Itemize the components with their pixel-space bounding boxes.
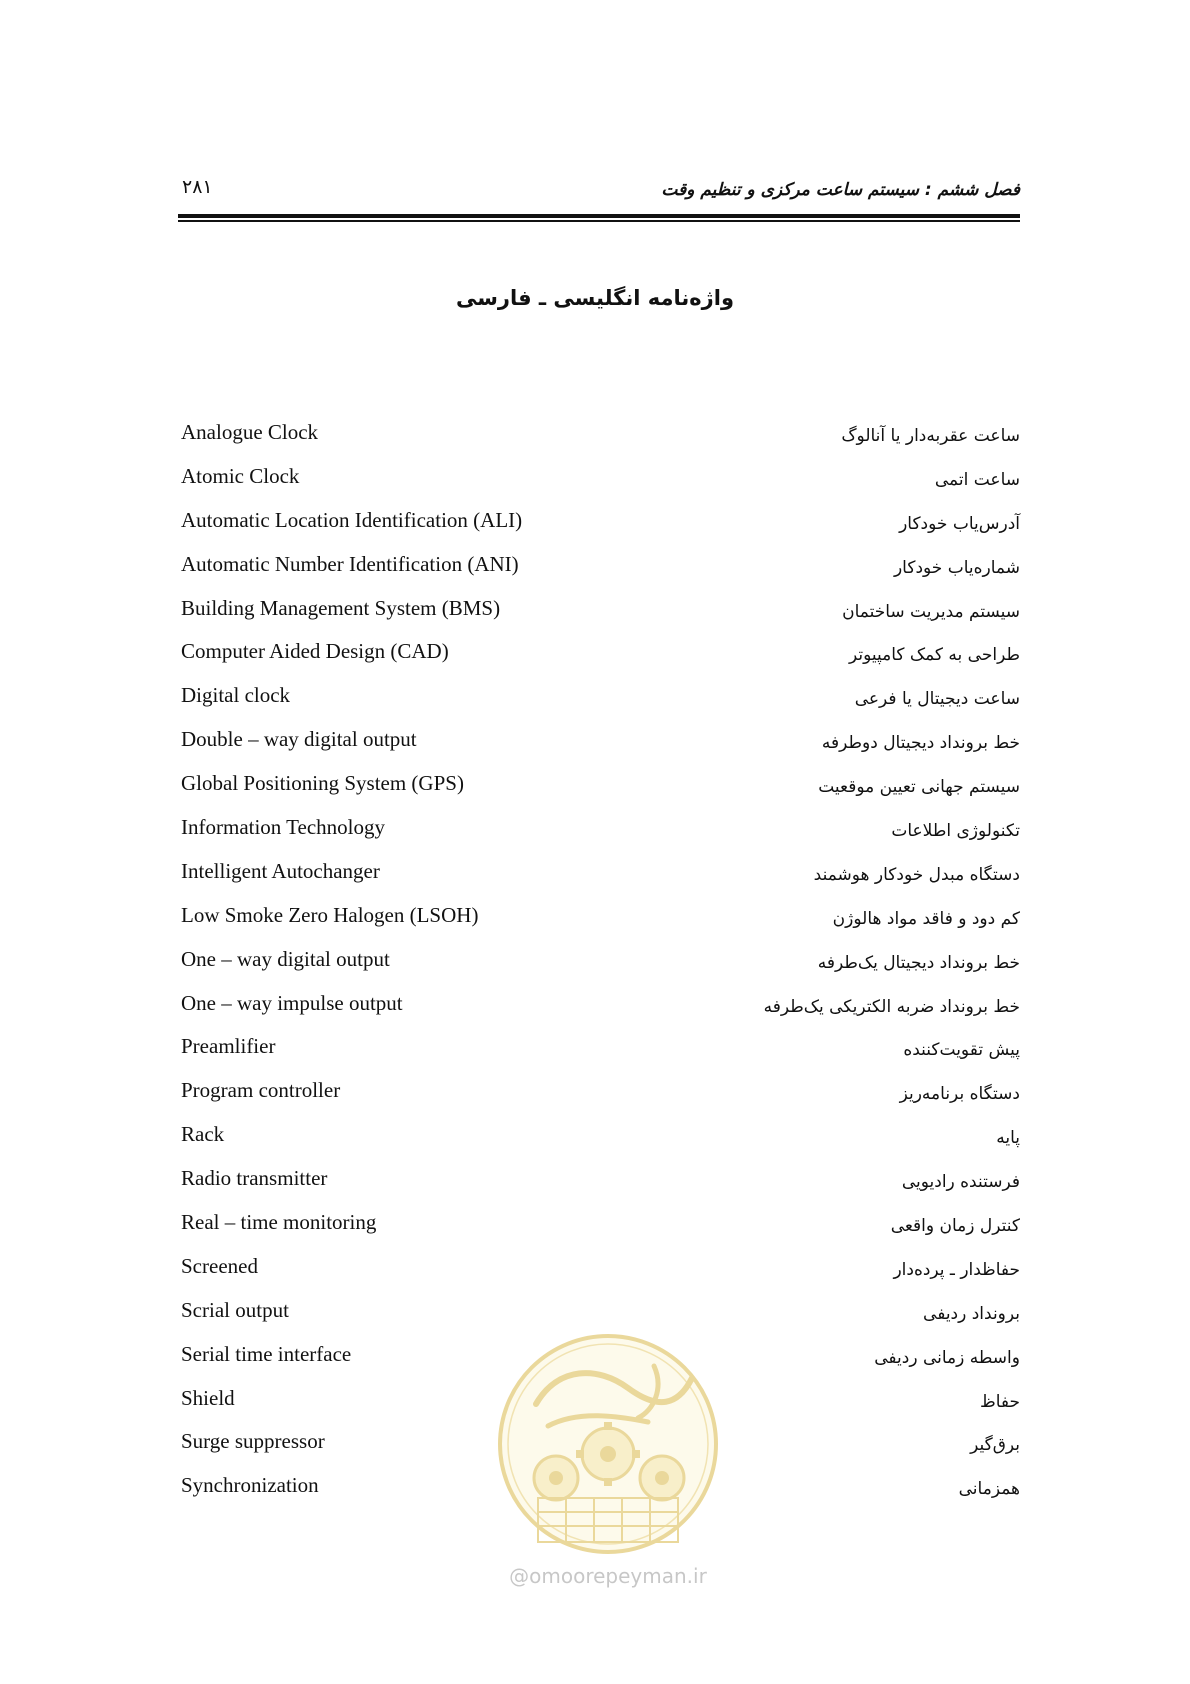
english-term: Surge suppressor xyxy=(181,1429,325,1454)
chapter-title: فصل ششم : سیستم ساعت مرکزی و تنظیم وقت xyxy=(661,180,1020,200)
glossary-row xyxy=(181,681,1020,725)
persian-term: شماره‌یاب خودکار xyxy=(893,557,1020,578)
english-term: Scrial output xyxy=(181,1297,289,1322)
persian-term: همزمانی xyxy=(958,1479,1020,1500)
english-term: One – way impulse output xyxy=(181,990,403,1015)
page-number: ۲۸۱ xyxy=(182,176,213,198)
persian-term: دستگاه برنامه‌ریز xyxy=(899,1084,1020,1105)
english-term: Synchronization xyxy=(181,1473,319,1498)
glossary-row xyxy=(181,725,1020,769)
persian-term: پیش تقویت‌کننده xyxy=(903,1040,1020,1061)
persian-term: تکنولوژی اطلاعات xyxy=(891,821,1020,842)
english-term: Radio transmitter xyxy=(181,1166,328,1191)
persian-term: ساعت عقربه‌دار یا آنالوگ xyxy=(841,426,1020,446)
english-term: Double – way digital output xyxy=(181,727,417,752)
persian-term: برق‌گیر xyxy=(970,1435,1020,1456)
glossary-row xyxy=(181,594,1020,638)
glossary-row xyxy=(181,506,1020,550)
watermark-seal xyxy=(478,1326,738,1566)
english-term: Analogue Clock xyxy=(181,420,319,444)
glossary-row xyxy=(181,1208,1020,1252)
persian-term: کنترل زمان واقعی xyxy=(890,1216,1020,1237)
glossary-row xyxy=(181,989,1020,1033)
english-term: Automatic Number Identification (ANI) xyxy=(181,551,519,576)
persian-term: کم دود و فاقد مواد هالوژن xyxy=(832,908,1020,929)
persian-term: آدرس‌یاب خودکار xyxy=(899,513,1020,534)
persian-term: خط برونداد ضربه الکتریکی یک‌طرفه xyxy=(763,996,1020,1017)
english-term: Low Smoke Zero Halogen (LSOH) xyxy=(181,902,479,927)
glossary-row xyxy=(181,418,1020,462)
english-term: Information Technology xyxy=(181,815,386,840)
english-term: Preamlifier xyxy=(181,1034,276,1059)
persian-term: طراحی به کمک کامپیوتر xyxy=(848,645,1020,666)
glossary-row xyxy=(181,1120,1020,1164)
persian-term: ساعت اتمی xyxy=(934,469,1020,490)
english-term: Atomic Clock xyxy=(181,463,300,488)
glossary-row xyxy=(181,462,1020,506)
glossary-row xyxy=(181,1076,1020,1120)
persian-term: پایه xyxy=(996,1128,1020,1149)
persian-term: حفاظدار ـ پرده‌دار xyxy=(893,1259,1020,1280)
glossary-row xyxy=(181,813,1020,857)
english-term: Real – time monitoring xyxy=(181,1210,377,1235)
glossary-row xyxy=(181,1252,1020,1296)
header-rule-thin xyxy=(178,220,1020,222)
english-term: Program controller xyxy=(181,1078,341,1103)
glossary-row xyxy=(181,1032,1020,1076)
english-term: Global Positioning System (GPS) xyxy=(181,771,464,796)
persian-term: سیستم مدیریت ساختمان xyxy=(842,601,1020,622)
omoorepeyman-logo-icon xyxy=(478,1326,738,1586)
glossary-row xyxy=(181,550,1020,594)
english-term: Automatic Location Identification (ALI) xyxy=(181,507,523,532)
persian-term: برونداد ردیفی xyxy=(923,1303,1020,1324)
glossary-row xyxy=(181,945,1020,989)
glossary-row xyxy=(181,857,1020,901)
english-term: Rack xyxy=(181,1122,225,1147)
english-term: Screened xyxy=(181,1253,258,1278)
persian-term: سیستم جهانی تعیین موقعیت xyxy=(818,777,1020,798)
english-term: One – way digital output xyxy=(181,946,390,971)
persian-term: دستگاه مبدل خودکار هوشمند xyxy=(813,864,1020,885)
english-term: Serial time interface xyxy=(181,1341,352,1366)
persian-term: واسطه زمانی ردیفی xyxy=(874,1347,1020,1368)
glossary-row xyxy=(181,1164,1020,1208)
english-term: Building Management System (BMS) xyxy=(181,595,501,620)
english-term: Intelligent Autochanger xyxy=(181,858,380,883)
glossary-row xyxy=(181,769,1020,813)
persian-term: خط برونداد دیجیتال دوطرفه xyxy=(821,733,1020,754)
persian-term: ساعت دیجیتال یا فرعی xyxy=(854,689,1020,710)
glossary-row xyxy=(181,637,1020,681)
persian-term: خط برونداد دیجیتال یک‌طرفه xyxy=(817,952,1020,973)
glossary-title: واژه‌نامه انگلیسی ـ فارسی xyxy=(455,286,735,310)
glossary-row xyxy=(181,901,1020,945)
english-term: Digital clock xyxy=(181,683,291,708)
header-rule-thick xyxy=(178,214,1020,218)
watermark-text: @omoorepeyman.ir xyxy=(509,1564,707,1588)
english-term: Shield xyxy=(181,1385,235,1410)
english-term: Computer Aided Design (CAD) xyxy=(181,639,449,664)
persian-term: فرستنده رادیویی xyxy=(901,1172,1020,1193)
persian-term: حفاظ xyxy=(979,1391,1020,1412)
